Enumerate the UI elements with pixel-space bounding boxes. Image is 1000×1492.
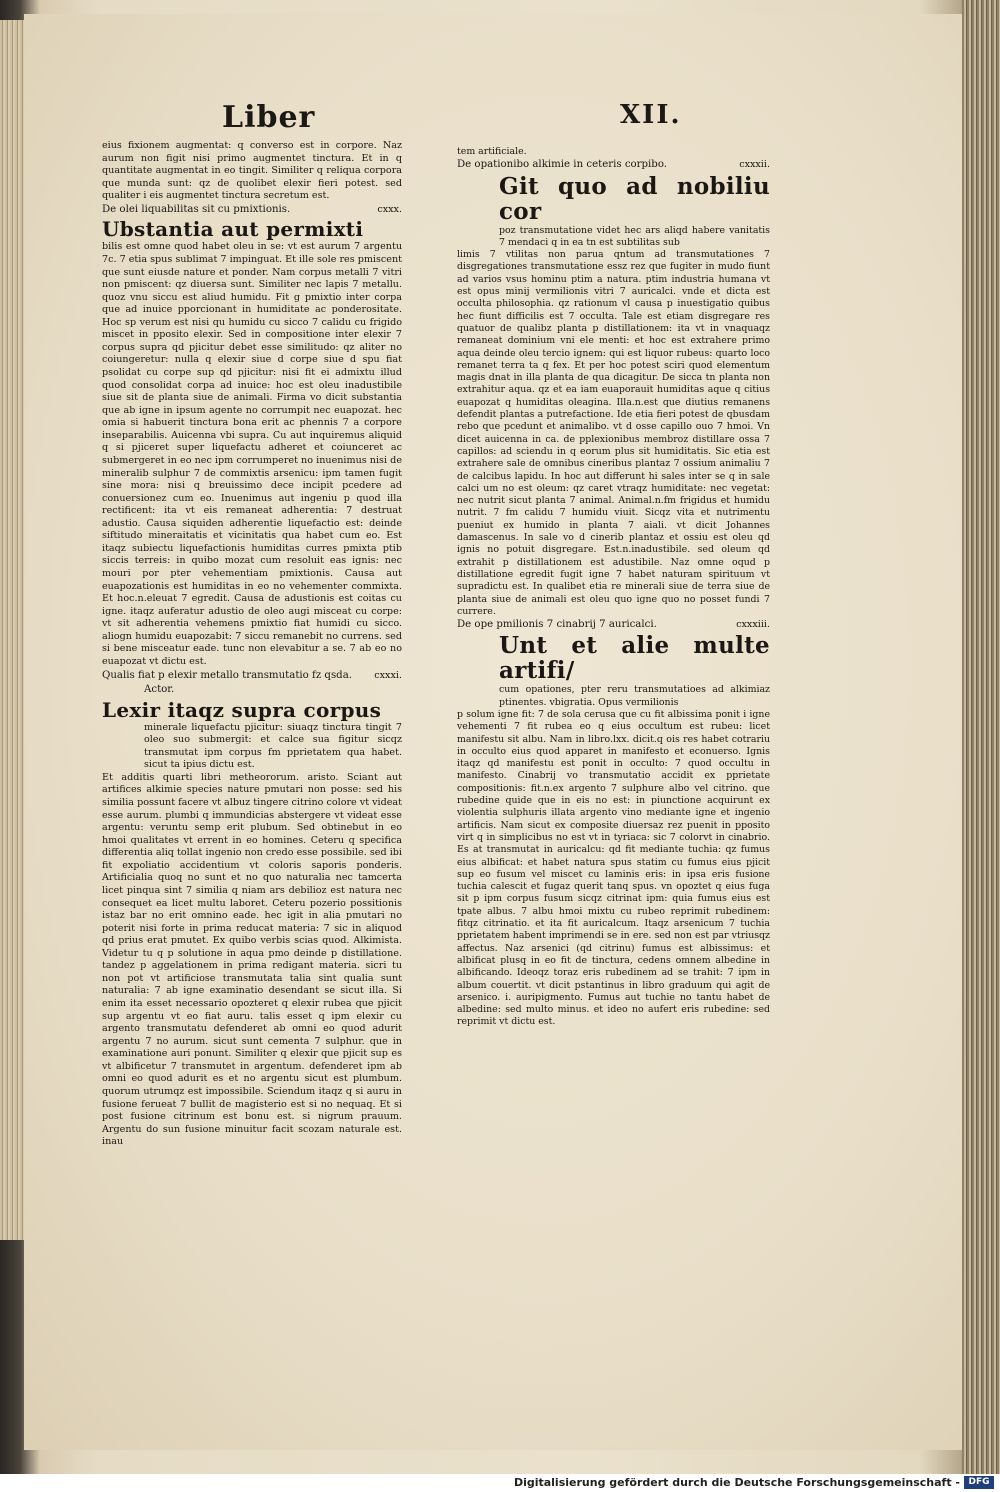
text-paragraph: minerale liquefactu pjicitur: siuaqz tinctura tingit 7 oleo suo submergit: et calce sua figitur sicqz transmutat ipm corpus fm pprietatem qua habet. sicut ta ipius dictu est.	[144, 721, 402, 771]
chapter-caption	[457, 619, 770, 631]
chapter-caption-text: Qualis fiat p elexir metallo transmutatio fz qsda.	[102, 669, 353, 681]
chapter-caption	[102, 670, 402, 683]
text-paragraph: cum opationes, pter reru transmutatioes ad alkimiaz ptinentes. vbigratia. Opus vermilionis	[499, 684, 770, 708]
chapter-caption	[102, 204, 402, 217]
chapter-number: cxxx.	[377, 203, 402, 215]
right-text-column	[457, 146, 770, 1029]
text-paragraph: bilis est omne quod habet oleu in se: vt est aurum 7 argentu 7c. 7 etia spus sublimat 7 impinguat. Et ille sole res pmiscent que sunt eiusde nature et ponder. Nam corpus metalli 7 vitri non pmiscent: qz diuersa sunt. Similiter nec lapis 7 metallu. quoz vnu siccu est aliud humidu. Fit g pmixtio inter corpa que ad inuice pporcionant in humiditate ac ponderositate. Hoc sp verum est nisi qu humidu cu sicco 7 calidu cu frigido miscet in pposito elexir. Sed in compositione inter elexir 7 corpus supra qd pjicitur debet esse similitudo: qz aliter no coiungeretur: nulla q elexir siue d corpe siue d spu fiat psolidat cu corpe sup qd pjicitur: nisi fit ei admixtu illud quod consolidat corpa ad inuice: hoc est oleu inadustibile siue sit de planta siue de animali. Firma vo dicit substantia que ab igne in ipsum agente no corrumpit nec euapozat. hec omia si habuerit tinctura bona erit ac phennis 7 a corpore inseparabilis. Auicenna vbi supra. Cu aut inquiremus aliquid q si pjiceret super liquefactu adheret et coiunceret ac submergeret in eo nec ipm corrumperet no inuenimus nisi de mineralib sulphur 7 de commixtis arsenicu: ipm tamen fugit sine mora: nisi q breuissimo dece incipit pcedere ad conuersionez cum eo. Inuenimus aut ingeniu p quod illa rectificent: ita vt eis remaneat adherentia: 7 destruat adustio. Causa siquiden adherentie liquefactio est: deinde siftitudo mineraitatis et vicinitatis qua habet cum eo. Est itaqz subiectu liquefactionis humiditas curres pmixta ptib siccis terreis: in quibo mozat cum resoluit eas ignis: nec mouri por pter vehementiam pmixtionis. Causa aut euapozationis est humiditas in eo no vehementer commixta. Et hoc.n.eleuat 7 egredit. Causa de adustionis est coitas cu igne. itaqz auferatur adustio de oleo augi misceat cu corpe: vt sit adherentia vehemens pmixtio fiat humidi cu sicco. aliogn humidu euapozabit: 7 siccu remanebit no currens. sed si bene misceatur eade. tunc non elevabitur a se. 7 ab eo no euapozat vt dictu est.	[102, 241, 403, 667]
section-heading: Ubstantia aut permixti	[102, 217, 364, 242]
chapter-caption	[457, 159, 770, 171]
chapter-number: cxxxiii.	[736, 619, 770, 631]
chapter-number: cxxxii.	[739, 159, 770, 171]
section-heading: Git quo ad nobiliu cor	[499, 172, 770, 225]
section-heading: Unt et alie multe artifi/	[499, 632, 770, 685]
chapter-caption-text: De opationibo alkimie in ceteris corpibo.	[457, 159, 668, 171]
text-paragraph: eius fixionem augmentat: q converso est in corpore. Naz aurum non figit nisi primo augmentet tinctura. Et in q quantitate augmentat in eo tingit. Similiter q reliqua corpora que munda sunt: qz de quolibet elexir fieri potest. sed qualiter i eis augmentet tinctura secretum est.	[102, 140, 402, 202]
dfg-logo-icon: DFG	[964, 1476, 994, 1489]
text-paragraph: poz transmutatione videt hec ars aliqd habere vanitatis 7 mendaci q in ea tn est subtilitas sub	[499, 224, 770, 248]
chapter-number: cxxxi.	[374, 669, 402, 681]
running-head-right: XII.	[620, 100, 682, 130]
text-paragraph: p solum igne fit: 7 de sola cerusa que cu fit albissima ponit i igne vehementi 7 fit rubea eo q eius occultum est rubeu: licet manifestu sit albu. Nam in libro.lxx. dicit.q ois res habet cotrariu in occulto eius quod apparet in manifesto et econuerso. Ignis itaqz qd manifestu est ponit in occulto: 7 quod occultu in manifesto. Cinabrij vo transmutatio accidit ex pprietate compositionis: fit.n.ex argento 7 sulphure albo vel citrino. que rubedine quide que in eis no est: in piunctione acquirunt ex violentia sulphuris illata argento vino mediante igne et ingenio artificis. Nam sicut ex composite diuersaz rez puenit in pposito virt q in simplicibus no est vt in tyriaca: sic 7 colorvt in cinabrio. Es at transmutat in auricalcu: qd fit mediante tuchia: qz fumus eius albificat: et habet natura spus statim cu fumus eius pjicit sup eo fusum vel miscet cu laminis eris: in ipsa eris fusione tuchia calescit et fugaz querit tanq spus. vn opoztet q eius fuga sit p ipm corpus fusum sicqz citrinat ipm: quia fumus eius est tpate albus. 7 albu hmoi mixtu cu rubeo reprimit rubedinem: fitqz citrinatio. et ita fit auricalcum. Itaqz arsenicum 7 tuchia pprietatem habent imprimendi se in ere. sed non est par vtriusqz affectus. Naz arsenici (qd citrinu) fumus est albissimus: et albificat plusq in eo fit de tinctura, cedens omnem albedine in albificando. Ideoqz toraz eris rubedinem ad se trahit: 7 ipm in album couertit. vt dicit pstantinus in libro graduum qui agit de arsenico. i. auripigmento. Fumus aut tuchie no tantu habet de albedine: sed multo minus. et ideo no aufert eris rubedine: sed reprimit vt dictu est.	[457, 708, 770, 1028]
chapter-caption-text: De ope pmilionis 7 cinabrij 7 auricalci.	[457, 619, 657, 631]
text-paragraph: Et additis quarti libri metheororum. aristo. Sciant aut artifices alkimie species nature pmutari non posse: sed his similia possunt facere vt albuz tingere citrino colore vt videat esse aurum. plumbi q immundicias abstergere vt videat esse argentu: veruntu semp erit plubum. Sed obtinebut in eo hmoi qualitates vt errent in eo homines. Ceteru q specifica differentia aliq tollat ingenio non credo esse possibile. sed ibi fit expoliatio accidentium vt coloris saporis ponderis. Artificialia quoq no sunt et no quo naturalia nec tamcerta licet pinqua sint 7 similia q niam ars debilioz est natura nec consequet ea licet multu laboret. Ceteru pozerio possitionis istaz bar no erit omnino eade. hec igit in alia pmutari no poterit nisi forte in prima reducat materia: 7 sic in aliquod qd prius erat pmutet. Ex quibo verbis scias quod. Alkimista. Videtur tu q p solutione in aqua pmo deinde p distillatione. tandez p aggelationem in prima redigant materia. sicri tu non pot vt artificiose transmutata talia sint qualia sunt naturalia: 7 ab igne examinatio desendant se sicut illa. Si enim ita esset necessario opozteret q elexir rubea que pjicit sup argentu vt eo fiat auru. talis esset q ipm elexir cu argento transmutatu defenderet ab omni eo quod adurit argentu 7 no aurum. sicut sunt cementa 7 sulphur. que in examinatione auri ponunt. Similiter q elexir que pjicit sup es vt albificetur 7 transmutet in argentum. defenderet ipm ab omni eo quod adurit es et no argentu sicut est plumbum. quorum utrumqz est impossibile. Sciendum itaqz q si auru in fusione ferueat 7 bullit de magisterio est si no nequaq. Et si post fusione citrinum est bonu est. si nigrum prauum. Argentu do sun fusione minuitur facit scozam naturale est. inau	[102, 771, 402, 1148]
funding-notice: Digitalisierung gefördert durch die Deutsche Forschungsgemeinschaft -	[513, 1476, 960, 1489]
running-head-left: Liber	[222, 100, 316, 135]
footer-bar	[0, 1474, 1000, 1492]
chapter-caption-text: De olei liquabilitas sit cu pmixtionis.	[102, 203, 291, 215]
speaker-label: Actor.	[144, 684, 175, 696]
section-heading: Lexir itaqz supra corpus	[102, 697, 382, 722]
text-paragraph: limis 7 vtilitas non parua qntum ad transmutationes 7 disgregationes transmutatione essz rez que fugiter in mudo fiunt ad varios vsus hominu ptim a natura. ptim industria humana vt est opus minij vermilionis vitri 7 auricalci. vnde et dicta est occulta philosophia. qz rationum vl causa p inuestigatio quibus hec fiunt difficilis est 7 occulta. Tale est etiam disgregare res quatuor de qualibz planta p distillationem: ita vt in vnaquaqz remaneat dominium vni ele menti: et hoc est extrahere primo aqua deinde oleu tercio ignem: qui est liquor rubeus: quarto loco remanet terra ta q fex. Et per hoc potest sciri quod elementum magis dnat in illa planta de qua dicagitur. De sicca tn planta non extrahitur aqua. qz et ea iam euaporauit humiditas aque q citius euapozat q humiditas oleagina. Illa.n.est que diutius remanens defendit plantas a putrefactione. Ide etia fieri potest de qbusdam rebo que pcedunt et animalibo. vt d osse capillo ouo 7 hmoi. Vn dicet auicenna in ca. de pplexionibus membroz distillare ossa 7 capillos: ad sciendu in q eorum plus sit humiditatis. Sic etia est extrahere sale de omnibus cineribus plantaz 7 ossium animaliu 7 de calcibus lapidu. In hoc aut differunt hi sales inter se q in sale calci um no est oleum: qz caret vtraqz humiditate: nec vegetat: nec nutrit sicut planta 7 animal. Animal.n.fm frigidus et humidu nutrit. 7 fm calidu 7 humidu viuit. Sicqz vita et nutrimentu pueniut ex humido in planta 7 aiali. vt dicit Johannes damascenus. In sale vo d cinerib plantaz et ossiu est oleu qd ignis no potuit disgregare. Est.n.inadustibile. sed oleum qd extrahit p distillationem est adustibile. Naz omne oqud p distillatione egredit fugit igne 7 habet naturam spirituum vt supradictu est. In qualibet etia re minerali siue de terra siue de planta siue de animali est oleu quo igne quo no posset fundi 7 currere.	[457, 249, 770, 617]
book-right-page-edges	[962, 0, 1000, 1492]
text-paragraph: tem artificiale.	[457, 146, 527, 157]
left-text-column	[102, 140, 402, 1149]
